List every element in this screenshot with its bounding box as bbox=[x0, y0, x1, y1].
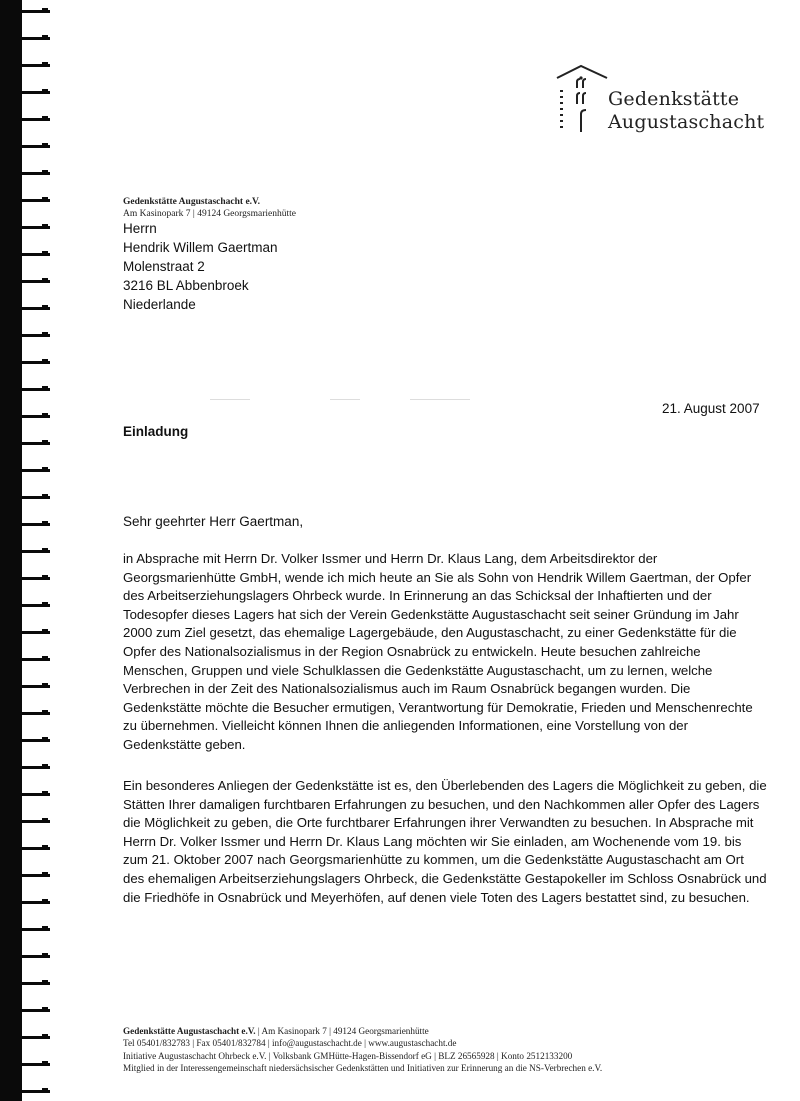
logo-line-1: Gedenkstätte bbox=[608, 88, 740, 110]
footer-org: Gedenkstätte Augustaschacht e.V. bbox=[123, 1026, 256, 1036]
letter-date: 21. August 2007 bbox=[662, 401, 760, 416]
sender-org: Gedenkstätte Augustaschacht e.V. bbox=[123, 197, 261, 207]
letter-footer bbox=[123, 1025, 602, 1074]
scan-artifact bbox=[330, 399, 360, 400]
logo-line-2: Augustaschacht bbox=[608, 111, 765, 133]
logo-wordmark bbox=[608, 88, 764, 134]
footer-address: | Am Kasinopark 7 | 49124 Georgsmarienhütte bbox=[255, 1026, 429, 1036]
footer-bank: Initiative Augustaschacht Ohrbeck e.V. | Volksbank GMHütte-Hagen-Bissendorf eG | BLZ 26565928 | Konto 2512133200 bbox=[123, 1050, 573, 1061]
footer-membership: Mitglied in der Interessengemeinschaft niedersächsischer Gedenkstätten und Initiativen zur Erinnerung an die NS-Verbrechen e.V. bbox=[123, 1062, 603, 1073]
binding-edge bbox=[0, 0, 60, 1101]
recipient-street: Molenstraat 2 bbox=[123, 259, 205, 274]
body-paragraph-1: in Absprache mit Herrn Dr. Volker Issmer und Herrn Dr. Klaus Lang, dem Arbeitsdirektor der Georgsmarienhütte GmbH, wende ich mich heute an Sie als Sohn von Hendrik Willem Gaertman, der Opfer des Arbeitserziehungslagers Ohrbeck wurde. In Erinnerung an das Schicksal der Inhaftierten und der Todesopfer dieses Lagers hat sich der Verein Gedenkstätte Augustaschacht seit seiner Gründung im Jahr 2000 zum Ziel gesetzt, das ehemalige Lagergebäude, den Augustaschacht, zu einer Gedenkstätte für die Opfer des Nationalsozialismus in der Region Osnabrück zu entwickeln. Heute besuchen zahlreiche Menschen, Gruppen und viele Schulklassen die Gedenkstätte Augustaschacht, um zu lernen, welche Verbrechen in der Zeit des Nationalsozialismus auch im Raum Osnabrück begangen wurden. Die Gedenkstätte möchte die Besucher ermutigen, Verantwortung für Demokratie, Frieden und Menschenrechte zu übernehmen. Vielleicht können Ihnen die anliegenden Informationen, eine Vorstellung von der Gedenkstätte geben. bbox=[123, 551, 753, 752]
scan-artifact bbox=[210, 399, 250, 400]
body-paragraph-2: Ein besonderes Anliegen der Gedenkstätte ist es, den Überlebenden des Lagers die Möglichkeit zu geben, die Stätten Ihrer damaligen furchtbaren Erfahrungen zu besuchen, und den Nachkommen aller Opfer des Lagers die Möglichkeit zu geben, die Orte furchtbarer Erfahrungen ihrer Verwandten zu besuchen. In Absprache mit Herrn Dr. Volker Issmer und Herrn Dr. Klaus Lang möchten wir Sie einladen, am Wochenende vom 19. bis zum 21. Oktober 2007 nach Georgsmarienhütte zu kommen, um die Gedenkstätte Augustaschacht am Ort des ehemaligen Arbeitserziehungslagers Ohrbeck, die Gedenkstätte Gestapokeller im Schloss Osnabrück und die Friedhöfe in Osnabrück und Meyerhöfen, auf denen viele Toten des Lagers bestattet sind, zu besuchen. bbox=[123, 778, 767, 905]
recipient-country: Niederlande bbox=[123, 297, 196, 312]
sender-address: Am Kasinopark 7 | 49124 Georgsmarienhütte bbox=[123, 209, 296, 219]
footer-contact: Tel 05401/832783 | Fax 05401/832784 | info@augustaschacht.de | www.augustaschacht.de bbox=[123, 1038, 457, 1049]
recipient-city: 3216 BL Abbenbroek bbox=[123, 278, 249, 293]
letter-subject: Einladung bbox=[123, 424, 189, 439]
sender-block bbox=[123, 196, 296, 220]
recipient-salutation: Herrn bbox=[123, 221, 157, 236]
footer-line-1 bbox=[123, 1025, 602, 1037]
recipient-address bbox=[123, 219, 278, 314]
recipient-name: Hendrik Willem Gaertman bbox=[123, 240, 278, 255]
scan-artifact bbox=[410, 399, 470, 400]
letter-greeting: Sehr geehrter Herr Gaertman, bbox=[123, 514, 304, 529]
